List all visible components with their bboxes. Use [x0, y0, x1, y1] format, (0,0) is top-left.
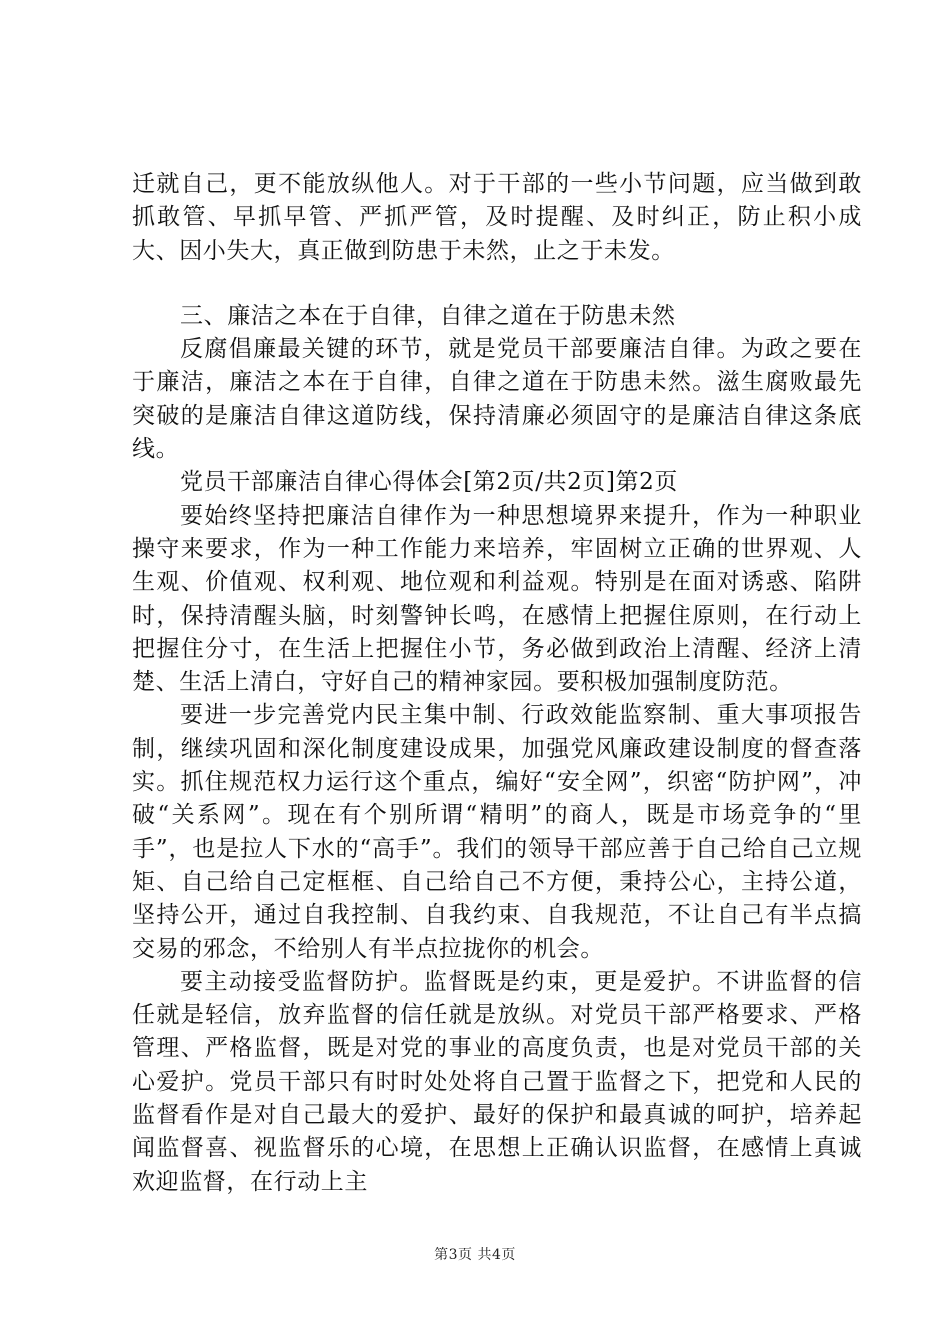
section-heading: 三、廉洁之本在于自律，自律之道在于防患未然: [180, 302, 676, 329]
page-footer: 第3页 共4页: [434, 1247, 516, 1263]
paragraph: 要进一步完善党内民主集中制、行政效能监察制、重大事项报告制，继续巩固和深化制度建设成果，加强党风廉政建设制度的督查落实。抓住规范权力运行这个重点，编好“安全网”，织密“防护网”，冲破“关系网”。现在有个别所谓“精明”的商人，既是市场竞争的“里手”，也是拉人下水的“高手”。我们的领导干部应善于自己给自己立规矩、自己给自己定框框、自己给自己不方便，秉持公心，主持公道，坚持公开，通过自我控制、自我约束、自我规范，不让自己有半点搞交易的邪念，不给别人有半点拉拢你的机会。: [132, 702, 862, 962]
paragraph-continued: 迁就自己，更不能放纵他人。对于干部的一些小节问题，应当做到敢抓敢管、早抓早管、严抓严管，及时提醒、及时纠正，防止积小成大、因小失大，真正做到防患于未然，止之于未发。: [132, 171, 862, 264]
paragraph: 要始终坚持把廉洁自律作为一种思想境界来提升，作为一种职业操守来要求，作为一种工作能力来培养，牢固树立正确的世界观、人生观、价值观、权利观、地位观和利益观。特别是在面对诱惑、陷阱时，保持清醒头脑，时刻警钟长鸣，在感情上把握住原则，在行动上把握住分寸，在生活上把握住小节，务必做到政治上清醒、经济上清楚、生活上清白，守好自己的精神家园。要积极加强制度防范。: [132, 502, 862, 696]
paragraph: 要主动接受监督防护。监督既是约束，更是爱护。不讲监督的信任就是轻信，放弃监督的信任就是放纵。对党员干部严格要求、严格管理、严格监督，既是对党的事业的高度负责，也是对党员干部的关心爱护。党员干部只有时时处处将自己置于监督之下，把党和人民的监督看作是对自己最大的爱护、最好的保护和最真诚的呵护，培养起闻监督喜、视监督乐的心境，在思想上正确认识监督，在感情上真诚欢迎监督，在行动上主: [132, 968, 862, 1195]
page-marker-line: 党员干部廉洁自律心得体会[第2页/共2页]第2页: [180, 469, 678, 496]
document-body: [132, 168, 862, 1199]
paragraph: 反腐倡廉最关键的环节，就是党员干部要廉洁自律。为政之要在于廉洁，廉洁之本在于自律，自律之道在于防患未然。滋生腐败最先突破的是廉洁自律这道防线，保持清廉必须固守的是廉洁自律这条底线。: [132, 336, 862, 463]
